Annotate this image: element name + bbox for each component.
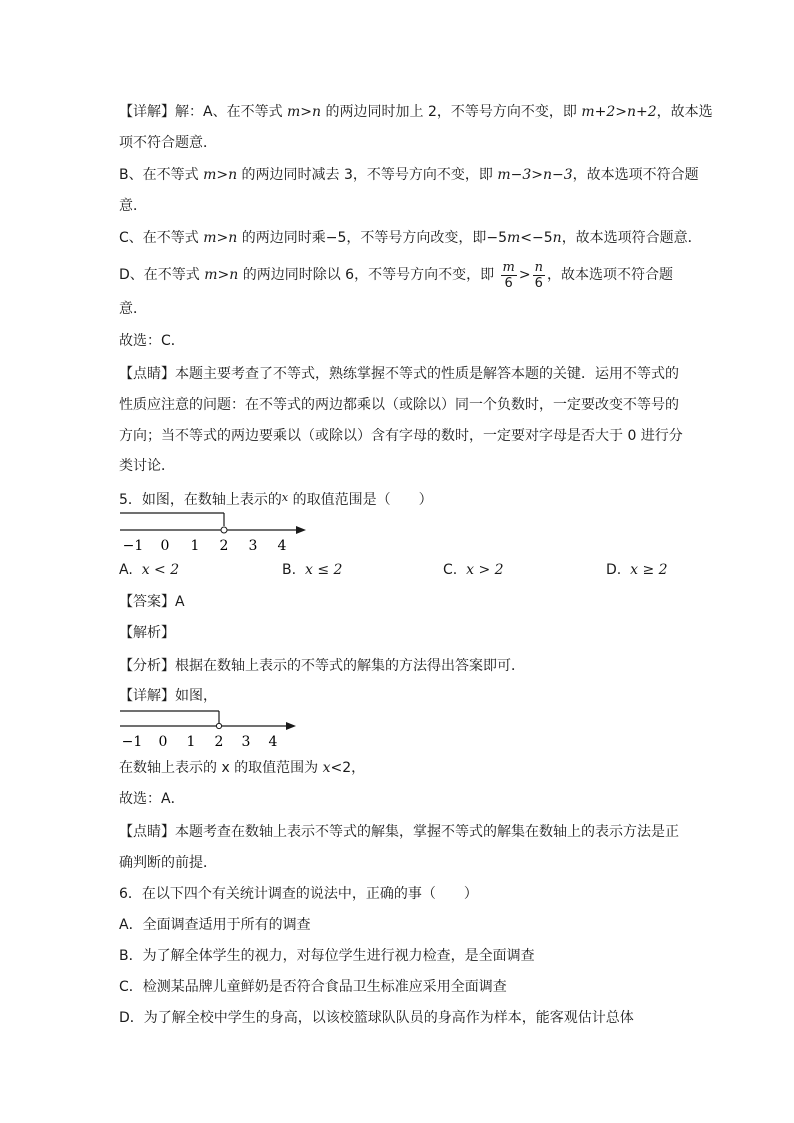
text-span: <−5 xyxy=(520,230,553,246)
number-line-solution xyxy=(110,706,310,750)
result-line xyxy=(119,758,365,778)
question-6-stem: 6．在以下四个有关统计调查的说法中，正确的事（ ） xyxy=(119,886,478,902)
math-expr: m−3>n−3 xyxy=(497,167,573,183)
dianjing-1-line-4: 类讨论． xyxy=(119,458,175,474)
tick-label: 1 xyxy=(190,538,200,554)
text-span: ，故本选项不符合题 xyxy=(572,167,699,183)
tick-label: −1 xyxy=(122,538,144,554)
fraction-n-over-6 xyxy=(533,260,545,291)
option-text: x ≥ 2 xyxy=(630,562,668,578)
tick-label: 1 xyxy=(186,734,196,750)
text-span: 的两边同时乘−5，不等号方向改变，即−5 xyxy=(237,230,507,246)
tick-label: −1 xyxy=(121,734,143,750)
text-span: 的两边同时加上 2，不等号方向不变，即 xyxy=(321,104,582,120)
text-span: > xyxy=(518,267,531,283)
text-span: 【详解】解：A、在不等式 xyxy=(119,104,288,120)
option-d-explain-line-2: 意． xyxy=(119,301,147,317)
answer-line: 【答案】A xyxy=(119,594,185,610)
question-5-stem xyxy=(119,488,433,510)
tick-label: 3 xyxy=(241,734,251,750)
option-b xyxy=(282,560,342,580)
fenxi-line: 【分析】根据在数轴上表示的不等式的解集的方法得出答案即可． xyxy=(119,658,525,674)
fraction-numerator: n xyxy=(534,259,543,275)
option-a xyxy=(119,560,179,580)
text-span: 5．如图，在数轴上表示的 xyxy=(119,492,282,508)
option-text: x < 2 xyxy=(141,562,180,578)
text-span: 的两边同时除以 6，不等号方向不变，即 xyxy=(238,267,499,283)
tick-label: 2 xyxy=(219,538,229,554)
text-span: 的取值范围是（ ） xyxy=(288,492,433,508)
dianjing-1-line-1: 【点睛】本题主要考查了不等式，熟练掌握不等式的性质是解答本题的关键．运用不等式的 xyxy=(119,366,679,382)
option-b-explain-line-1 xyxy=(119,165,699,185)
option-text: x > 2 xyxy=(466,562,504,578)
question-6-option-b: B．为了解全体学生的视力，对每位学生进行视力检查，是全面调查 xyxy=(119,948,535,964)
math-var: m xyxy=(507,230,521,246)
question-6-option-a: A．全面调查适用于所有的调查 xyxy=(119,917,311,933)
fraction-denominator: 6 xyxy=(534,275,543,291)
question-6-option-d: D．为了解全校中学生的身高，以该校篮球队队员的身高作为样本，能客观估计总体 xyxy=(119,1010,634,1026)
dianjing-2-line-2: 确判断的前提． xyxy=(119,855,217,871)
open-circle-icon xyxy=(221,527,227,533)
math-expr: m>n xyxy=(203,230,238,246)
detail-line-2: 项不符合题意． xyxy=(119,135,217,151)
choose-line-2: 故选：A． xyxy=(119,791,185,807)
tick-label: 0 xyxy=(160,538,170,554)
tick-label: 2 xyxy=(214,734,224,750)
choose-line-1: 故选：C． xyxy=(119,333,185,349)
text-span: 在数轴上表示的 x 的取值范围为 xyxy=(119,760,323,776)
text-span: C、在不等式 xyxy=(119,230,204,246)
question-6-option-c: C．检测某品牌儿童鲜奶是否符合食品卫生标准应采用全面调查 xyxy=(119,979,507,995)
tick-label: 4 xyxy=(268,734,278,750)
text-span: ，故本选项不符合题 xyxy=(546,267,673,283)
text-span: <2， xyxy=(330,760,366,776)
option-letter: A. xyxy=(119,562,133,578)
tick-label: 4 xyxy=(277,538,287,554)
tick-label: 3 xyxy=(248,538,258,554)
math-expr: m>n xyxy=(203,167,238,183)
dianjing-1-line-2: 性质应注意的问题：在不等式的两边都乘以（或除以）同一个负数时，一定要改变不等号的 xyxy=(119,397,679,413)
xiangjie-line: 【详解】如图， xyxy=(119,688,217,704)
math-expr: m>n xyxy=(204,267,239,283)
fraction-numerator: m xyxy=(502,259,515,275)
math-var: x xyxy=(322,760,331,776)
fraction-m-over-6 xyxy=(501,260,517,291)
option-d xyxy=(606,560,668,580)
fraction-denominator: 6 xyxy=(504,275,513,291)
option-text: x ≤ 2 xyxy=(304,562,343,578)
text-span: ，故本选项符合题意． xyxy=(561,230,702,246)
dianjing-1-line-3: 方向；当不等式的两边要乘以（或除以）含有字母的数时，一定要对字母是否大于 0 进行分 xyxy=(119,428,683,444)
open-circle-icon xyxy=(216,723,221,728)
option-b-explain-line-2: 意． xyxy=(119,198,147,214)
text-span: D、在不等式 xyxy=(119,267,205,283)
option-letter: D. xyxy=(606,562,622,578)
math-expr: m>n xyxy=(287,104,322,120)
option-d-explain-line-1 xyxy=(119,258,673,292)
axis-arrow-icon xyxy=(296,526,306,534)
jiexi-heading: 【解析】 xyxy=(119,625,175,641)
option-letter: C. xyxy=(443,562,458,578)
option-c xyxy=(443,560,504,580)
tick-label: 0 xyxy=(158,734,168,750)
text-span: 的两边同时减去 3，不等号方向不变，即 xyxy=(237,167,498,183)
text-span: B、在不等式 xyxy=(119,167,204,183)
number-line-question xyxy=(110,510,320,554)
math-var: n xyxy=(552,230,562,246)
text-span: ，故本选 xyxy=(656,104,713,120)
axis-arrow-icon xyxy=(286,722,296,730)
option-c-explain-line xyxy=(119,228,702,248)
detail-line-1 xyxy=(119,102,713,122)
dianjing-2-line-1: 【点睛】本题考查在数轴上表示不等式的解集，掌握不等式的解集在数轴上的表示方法是正 xyxy=(119,824,679,840)
math-expr: m+2>n+2 xyxy=(581,104,657,120)
math-var: x xyxy=(281,491,289,504)
option-letter: B. xyxy=(282,562,297,578)
